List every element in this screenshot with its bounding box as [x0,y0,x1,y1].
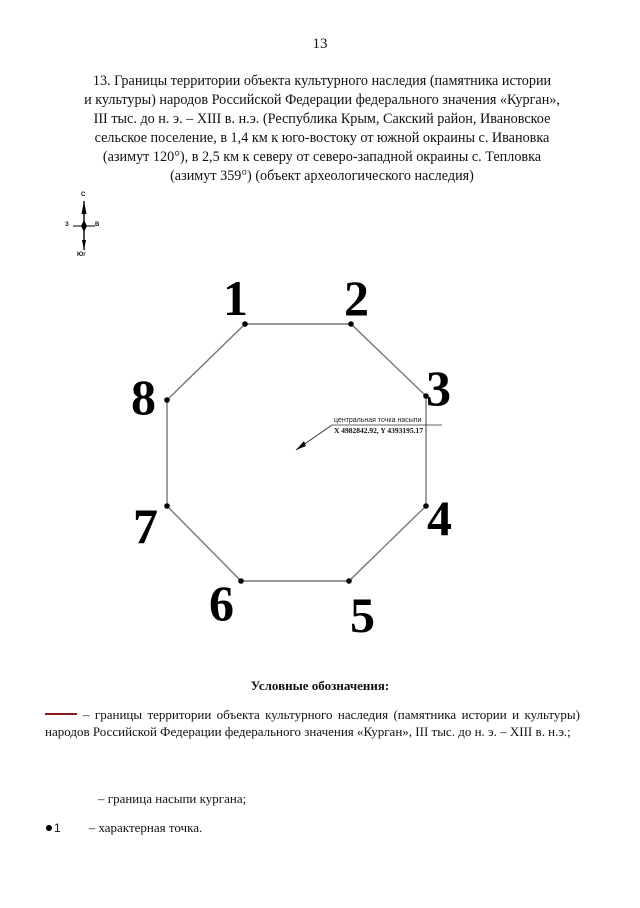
title-line: (азимут 359°) (объект археологического наследия) [170,168,474,184]
point-label-8: 8 [131,369,156,425]
legend-point-item [46,820,202,836]
characteristic-point-6 [238,578,244,584]
legend-boundary-item [45,706,580,723]
point-label-7: 7 [133,498,158,554]
title-line: (азимут 120°), в 2,5 км к северу от северо-западной окраины с. Тепловка [102,149,542,165]
central-point-coordinates: X 4982842.92, Y 4393195.17 [334,426,424,435]
document-title [52,72,592,186]
compass-north-label: С [81,192,86,198]
page-number: 13 [312,36,328,52]
characteristic-point-5 [346,578,352,584]
characteristic-point-7 [164,503,170,509]
point-label-6: 6 [209,575,234,631]
point-label-1: 1 [223,270,248,326]
point-label-2: 2 [344,270,369,326]
point-symbol-number: 1 [54,821,61,835]
point-label-5: 5 [350,587,375,640]
central-point-arrow-icon [296,441,306,450]
mound-boundary [167,324,426,581]
compass-rose-icon [60,190,112,262]
title-line: сельское поселение, в 1,4 км к юго-востоку от южной окраины с. Ивановка [94,130,550,146]
point-symbol-dot-icon [46,825,52,831]
title-line: III тыс. до н. э. – XIII в. н.э. (Республика Крым, Сакский район, Ивановское [93,111,551,127]
compass-east-label: В [95,222,100,228]
legend-point-text: – характерная точка. [88,820,203,835]
compass-south-label: Юг [77,252,86,258]
point-label-3: 3 [426,360,451,416]
central-point-label: центральная точка насыпи [334,417,422,424]
point-label-4: 4 [427,490,452,546]
compass-west-label: З [65,222,69,228]
legend-title: Условные обозначения: [250,678,390,693]
title-line: 13. Границы территории объекта культурного наследия (памятника истории [92,73,552,89]
legend-boundary-text-2: народов Российской Федерации федерального значения «Курган», III тыс. до н. э. – XIII в. н.э.; [45,724,571,739]
title-line: и культуры) народов Российской Федерации федерального значения «Курган», [84,92,560,108]
legend-mound-item: – граница насыпи кургана; [98,791,247,806]
compass-arrow-icon [60,190,112,262]
characteristic-point-8 [164,397,170,403]
legend-boundary-text-1: – границы территории объекта культурного наследия (памятника истории и культуры) [83,707,580,722]
boundary-line-swatch [45,713,77,715]
site-plan [120,260,480,640]
